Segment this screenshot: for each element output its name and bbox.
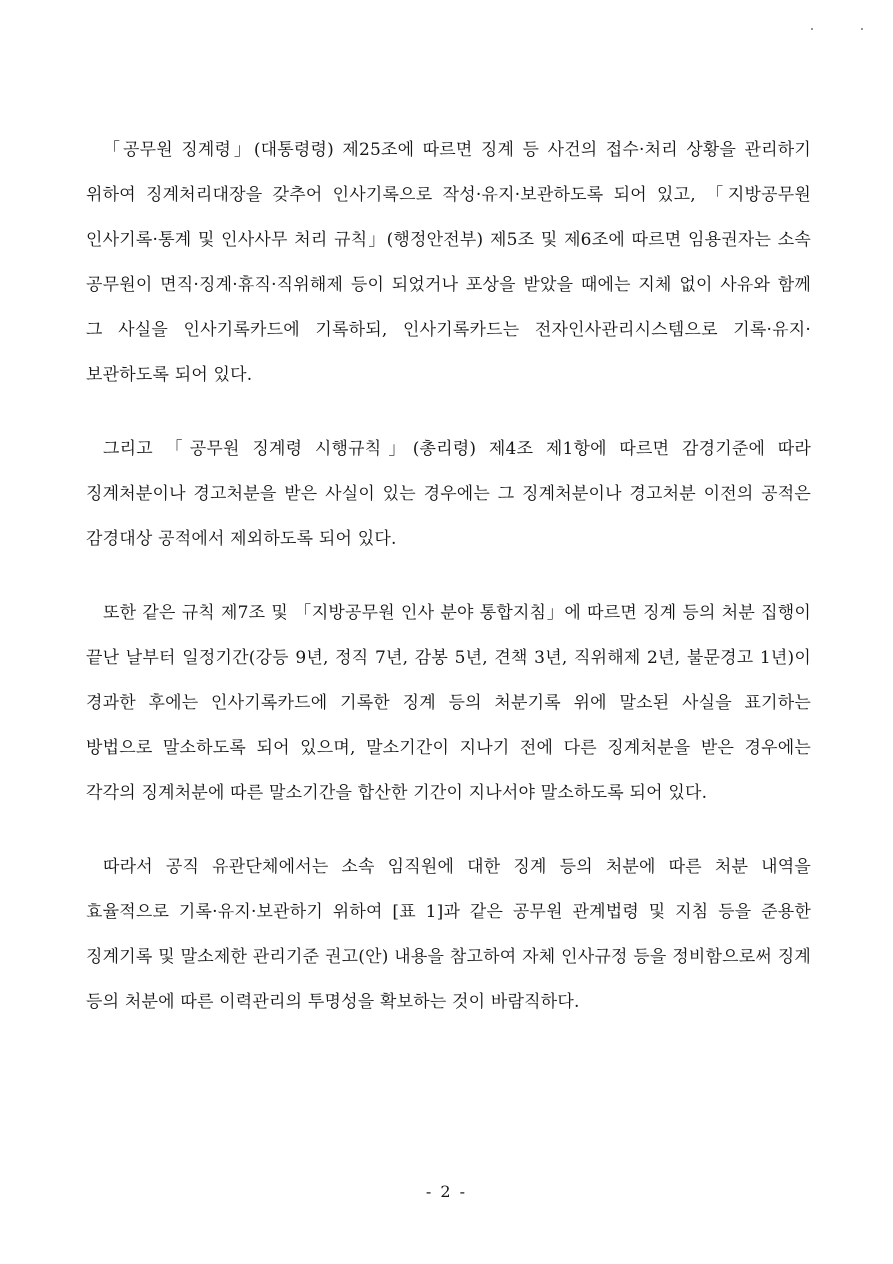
paragraph-merit-exclusion: 그리고 「공무원 징계령 시행규칙」(총리령) 제4조 제1항에 따르면 감경기준에 따라 징계처분이나 경고처분을 받은 사실이 있는 경우에는 그 징계처분이나 경고처분 이전의 공적은 감경대상 공적에서 제외하도록 되어 있다. bbox=[86, 439, 811, 549]
scan-artifact bbox=[861, 28, 863, 30]
paragraph-recommendation: 따라서 공직 유관단체에서는 소속 임직원에 대한 징계 등의 처분에 따른 처분 내역을 효율적으로 기록·유지·보관하기 위하여 [표 1]과 같은 공무원 관계법령 및 지침 등을 준용한 징계기록 및 말소제한 관리기준 권고(안) 내용을 참고하여 자체 인사규정 등을 정비함으로써 징계 등의 처분에 따른 이력관리의 투명성을 확보하는 것이 바람직하다. bbox=[86, 857, 811, 1012]
page-number: - 2 - bbox=[425, 1182, 468, 1201]
paragraph-disciplinary-records: 「공무원 징계령」(대통령령) 제25조에 따르면 징계 등 사건의 접수·처리 상황을 관리하기 위하여 징계처리대장을 갖추어 인사기록으로 작성·유지·보관하도록 되어 있고, 「지방공무원 인사기록·통계 및 인사사무 처리 규칙」(행정안전부) 제5조 및 제6조에 따르면 임용권자는 소속 공무원이 면직·징계·휴직·직위해제 등이 되었거나 포상을 받았을 때에는 지체 없이 사유와 함께 그 사실을 인사기록카드에 기록하되, 인사기록카드는 전자인사관리시스템으로 기록·유지·보관하도록 되어 있다. bbox=[86, 140, 811, 385]
scan-artifact bbox=[811, 28, 813, 30]
body-text bbox=[86, 128, 811, 1054]
paragraph-record-expungement: 또한 같은 규칙 제7조 및 「지방공무원 인사 분야 통합지침」에 따르면 징계 등의 처분 집행이 끝난 날부터 일정기간(강등 9년, 정직 7년, 감봉 5년, 견책 3년, 직위해제 2년, 불문경고 1년)이 경과한 후에는 인사기록카드에 기록한 징계 등의 처분기록 위에 말소된 사실을 표기하는 방법으로 말소하도록 되어 있으며, 말소기간이 지나기 전에 다른 징계처분을 받은 경우에는 각각의 징계처분에 따른 말소기간을 합산한 기간이 지나서야 말소하도록 되어 있다. bbox=[86, 603, 811, 803]
